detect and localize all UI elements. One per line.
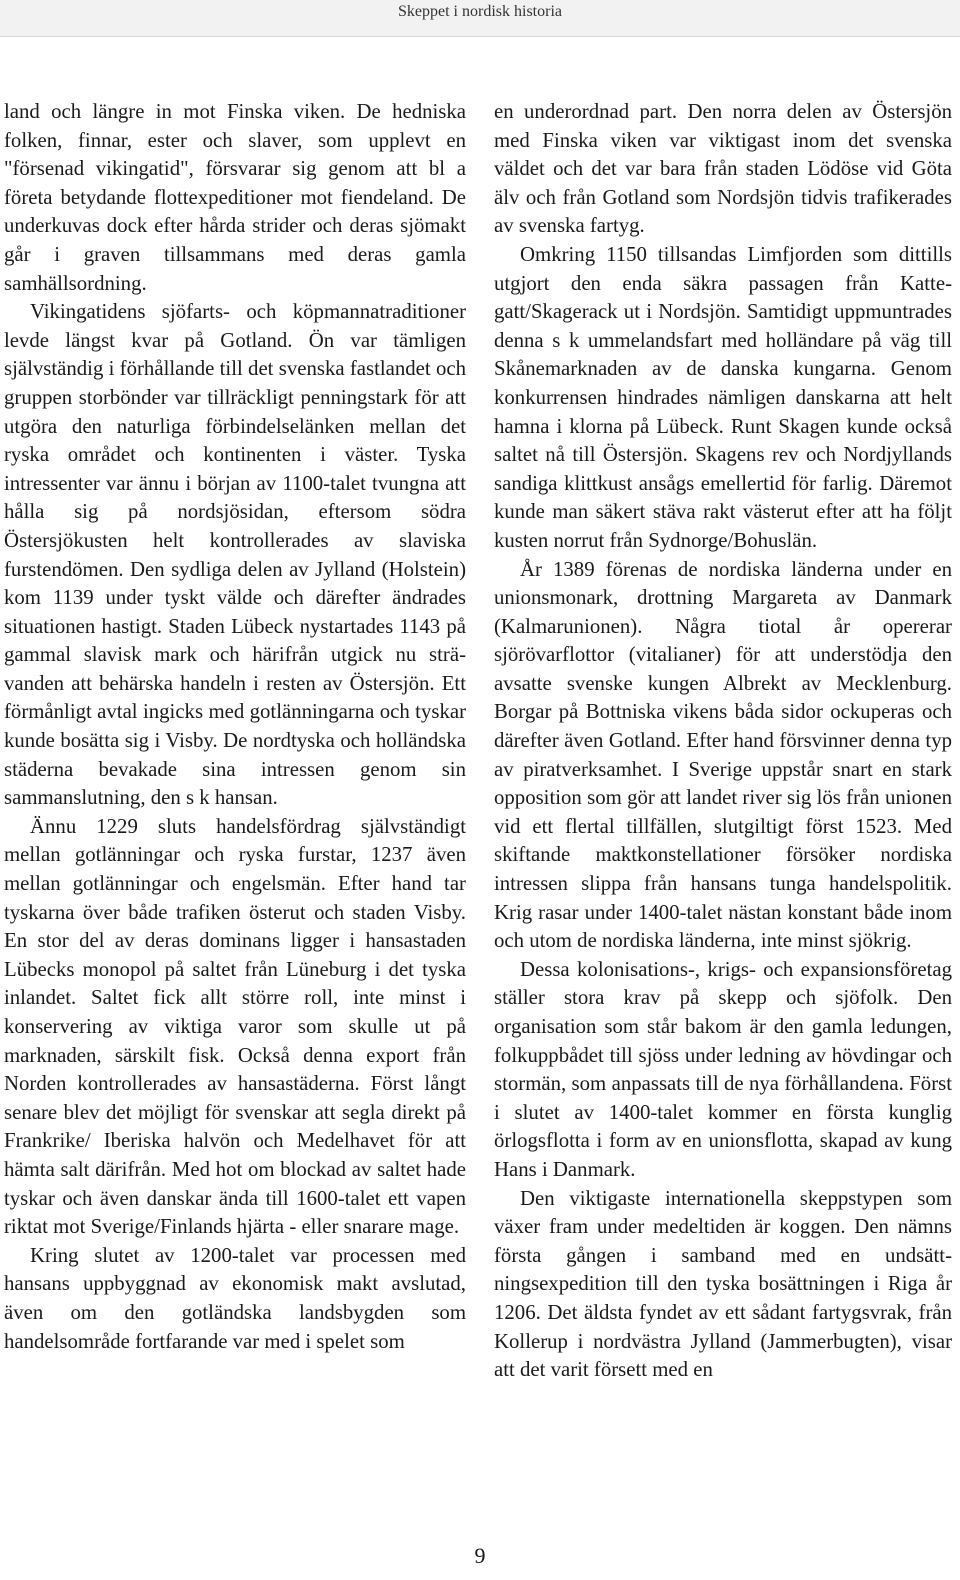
left-paragraph-3: Ännu 1229 sluts handelsfördrag självständigt mellan gotlänningar och ryska furstar, 1237 även mellan gotlänningar och engelsmän. Efter hand tar tyskarna över både trafiken österut och staden Visby. En stor del av deras dominans ligger i hansastaden Lübecks monopol på saltet från Lüneburg i det tyska inlandet. Saltet fick allt större roll, inte minst i konservering av viktiga varor som skulle ut på marknaden, särskilt fisk. Också denna export från Norden kontrollerades av hansastäderna. Först långt senare blev det möjligt för svenskar att segla direkt på Frankrike/ Iberiska halvön och Medelhavet för att hämta salt därifrån. Med hot om blockad av saltet hade tyskar och även danskar ända till 1600-talet ett vapen riktat mot Sverige/Finlands hjärta - eller snarare mage. [4,814,466,1239]
left-paragraph-2: Vikingatidens sjöfarts- och köpmannatraditioner levde längst kvar på Gotland. Ön var tämligen självständig i förhållande till det svenska fastlandet och gruppen storbönder var tillräckligt penningstark för att utgöra den naturliga förbindelselänken mellan det ryska området och kontinenten i väster. Tyska intressenter var ännu i början av 1100-talet tvungna att hålla sig på nordsjösidan, eftersom södra Östersjökusten helt kontrollerades av slaviska furstendömen. Den sydliga delen av Jylland (Holstein) kom 1139 under tyskt välde och därefter ändrades situationen hastigt. Staden Lübeck nystartades 1143 på gammal slavisk mark och härifrån utgick nu strävanden att behärska handeln i resten av Östersjön. Ett förmånligt avtal ingicks med gotlänningarna och tyskar kunde bosätta sig i Visby. De nordtyska och holländska städerna bevakade sina intressen genom sin sammanslutning, den s k hansan. [4,300,466,810]
right-paragraph-1: en underordnad part. Den norra delen av Östersjön med Finska viken var viktigast inom det svenska väldet och det var bara från staden Lödöse vid Göta älv och från Gotland som Nordsjön tidvis trafikerades av svenska fartyg. [494,100,952,238]
left-paragraph-1: land och längre in mot Finska viken. De hedniska folken, finnar, ester och slaver, som upplevt en "försenad vikingatid", försvarar sig genom att bl a företa betydande flottexpeditioner mot fiendeland. De underkuvas dock efter hårda strider och deras sjömakt går i graven tillsammans med deras gamla samhällsordning. [4,100,466,295]
running-header [0,0,960,37]
right-paragraph-5: Den viktigaste internationella skeppstypen som växer fram under medeltiden är koggen. Den nämns första gången i samband med en undsättningsexpedition till den tyska bosättningen i Riga år 1206. Det äldsta fyndet av ett sådant fartygsvrak, från Kollerup i nordvästra Jylland (Jammerbugten), visar att det varit försett med en [494,1186,952,1382]
left-paragraph-4: Kring slutet av 1200-talet var processen med hansans uppbyggnad av ekonomisk makt avslutad, även om den gotländska landsbygden som handelsområde fortfarande var med i spelet som [4,1243,466,1353]
right-paragraph-3: År 1389 förenas de nordiska länderna under en unionsmonark, drottning Margareta av Danmark (Kalmarunionen). Några tiotal år opererar sjörövarflottor (vitalianer) för att understödja den avsatte svenske kungen Albrekt av Mecklenburg. Borgar på Bottniska vikens båda sidor ockuperas och därefter även Gotland. Efter hand försvinner denna typ av piratverksamhet. I Sverige uppstår snart en stark opposition som gör att landet river sig lös från unionen vid ett flertal tillfällen, slutgiltigt först 1523. Med skiftande maktkonstellationer försöker nordiska intressen slippa från hansans tunga handelspolitik. Krig rasar under 1400-talet nästan konstant både inom och utom de nordiska länderna, inte minst sjökrig. [494,557,952,953]
right-column [494,98,952,1385]
left-column [4,98,466,1356]
right-paragraph-2: Omkring 1150 tillsandas Limfjorden som dittills utgjort den enda säkra passagen från Kattegatt/Skagerack ut i Nordsjön. Samtidigt uppmuntrades denna s k ummelandsfart med holländare på väg till Skånemarknaden av de danska kungarna. Genom konkurrensen hindrades nämligen danskarna att helt hamna i klorna på Lübeck. Runt Skagen kunde också saltet nå till Östersjön. Skagens rev och Nordjyllands sandiga klittkust ansågs emellertid för farlig. Däremot kunde man säkert stäva rakt västerut efter att ha följt kusten norrut från Sydnorge/Bohuslän. [494,242,952,552]
right-paragraph-4: Dessa kolonisations-, krigs- och expansionsföretag ställer stora krav på skepp och sjöfolk. Den organisation som står bakom är den gamla ledungen, folkuppbådet till sjöss under ledning av hövdingar och stormän, som anpassats till de nya förhållandena. Först i slutet av 1400-talet kommer en första kunglig örlogsflotta i form av en unionsflotta, skapad av kung Hans i Danmark. [494,957,952,1181]
page-number: 9 [474,1543,486,1568]
running-header-title: Skeppet i nordisk historia [398,3,562,20]
